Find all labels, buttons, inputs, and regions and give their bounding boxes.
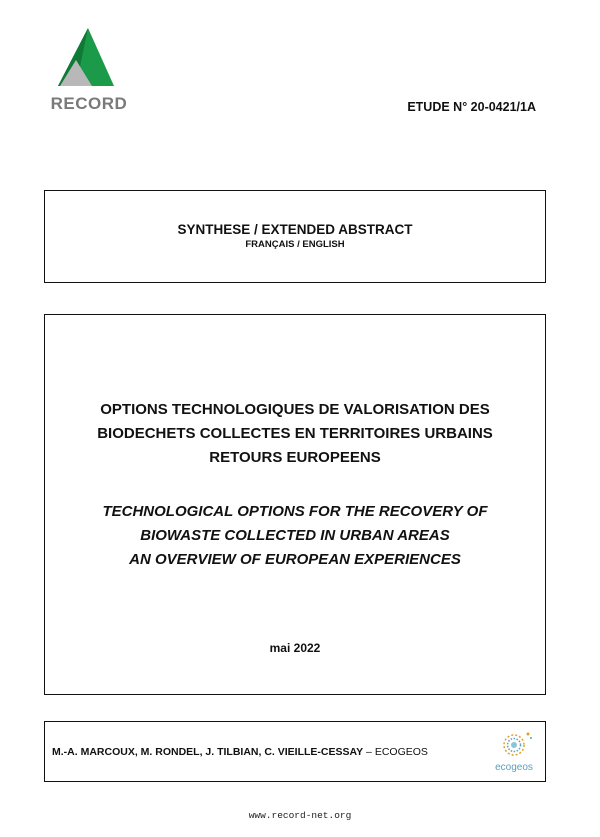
record-logo-text: RECORD (50, 94, 128, 113)
french-title-line-3: RETOURS EUROPEENS (209, 449, 381, 466)
abstract-box (44, 190, 546, 283)
french-title (45, 398, 545, 470)
english-title-line-1: TECHNOLOGICAL OPTIONS FOR THE RECOVERY OF (102, 503, 488, 520)
french-title-line-1: OPTIONS TECHNOLOGIQUES DE VALORISATION DES (100, 401, 490, 418)
french-title-line-2: BIODECHETS COLLECTES EN TERRITOIRES URBAINS (97, 425, 493, 442)
record-logo-icon (54, 22, 126, 94)
website-url: www.record-net.org (248, 810, 352, 821)
ecogeos-logo-text: ecogeos (495, 762, 533, 773)
publication-date: mai 2022 (269, 641, 321, 655)
author-company: ECOGEOS (374, 746, 428, 758)
ecogeos-logo (490, 728, 538, 776)
study-number: ETUDE N° 20-0421/1A (407, 100, 536, 114)
abstract-title: SYNTHESE / EXTENDED ABSTRACT (177, 222, 413, 237)
english-title-line-2: BIOWASTE COLLECTED IN URBAN AREAS (140, 527, 450, 544)
main-title-box (44, 314, 546, 695)
author-names: M.-A. MARCOUX, M. RONDEL, J. TILBIAN, C. VIEILLE-CESSAY (52, 746, 364, 758)
record-logo (50, 22, 130, 114)
author-separator: – (363, 746, 375, 758)
authors-box (44, 721, 546, 782)
english-title (45, 500, 545, 572)
abstract-subtitle: FRANÇAIS / ENGLISH (245, 239, 345, 250)
authors-line (52, 746, 428, 758)
english-title-line-3: AN OVERVIEW OF EUROPEAN EXPERIENCES (129, 551, 461, 568)
ecogeos-globe-icon (490, 728, 538, 762)
